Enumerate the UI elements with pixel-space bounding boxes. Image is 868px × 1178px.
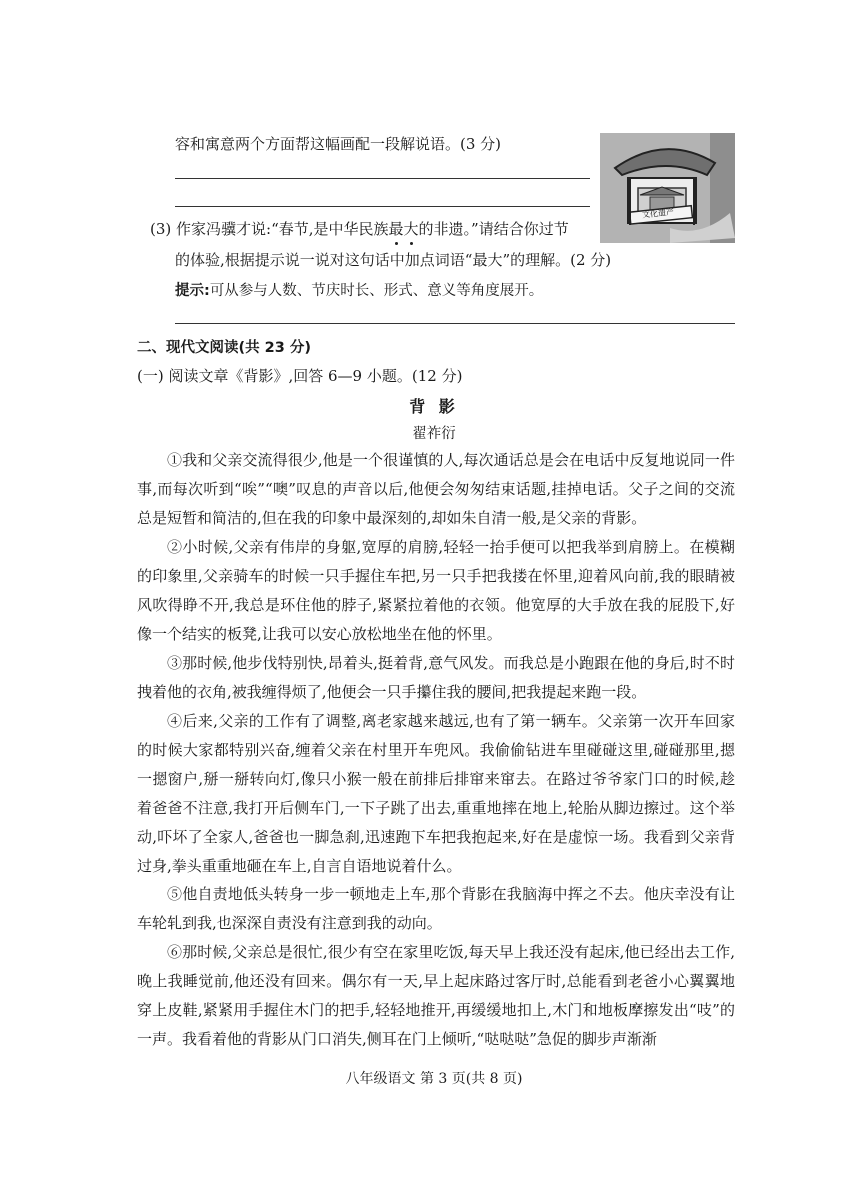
article-author: 翟祚衍 <box>412 426 456 442</box>
paragraph-5: ⑤他自责地低头转身一步一顿地走上车,那个背影在我脑海中挥之不去。他庆幸没有让车轮轧到我,也深深自责没有注意到我的动向。 <box>137 885 735 932</box>
page-footer: 八年级语文 第 3 页(共 8 页) <box>345 1071 523 1087</box>
emphasized-char: 最 <box>388 220 404 238</box>
answer-line <box>175 323 735 324</box>
article-title: 背 影 <box>409 397 459 416</box>
answer-line <box>175 178 590 179</box>
section-title: 二、现代文阅读(共 23 分) <box>137 340 312 356</box>
section-subtitle: (一) 阅读文章《背影》,回答 6—9 小题。(12 分) <box>137 367 463 385</box>
question-line: 容和寓意两个方面帮这幅画配一段解说语。(3 分) <box>175 135 502 153</box>
question-3-line1: (3) 作家冯骥才说:“春节,是中华民族最大的非遗。”请结合你过节 <box>150 220 569 238</box>
emphasized-char: 大 <box>403 220 419 238</box>
paragraph-4: ④后来,父亲的工作有了调整,离老家越来越远,也有了第一辆车。父亲第一次开车回家的时候大家都特别兴奋,缠着父亲在村里开车兜风。我偷偷钻进车里碰碰这里,碰碰那里,摁一摁窗户,掰一掰转向灯,像只小猴一般在前排后排窜来窜去。在路过爷爷家门口的时候,趁着爸爸不注意,我打开后侧车门,一下子跳了出去,重重地摔在地上,轮胎从脚边擦过。这个举动,吓坏了全家人,爸爸也一脚急刹,迅速跑下车把我抱起来,好在是虚惊一场。我看到父亲背过身,拳头重重地砸在车上,自言自语地说着什么。 <box>137 712 735 875</box>
question-3-line2: 的体验,根据提示说一说对这句话中加点词语“最大”的理解。(2 分) <box>175 251 612 269</box>
paragraph-6: ⑥那时候,父亲总是很忙,很少有空在家里吃饭,每天早上我还没有起床,他已经出去工作,晚上我睡觉前,他还没有回来。偶尔有一天,早上起床路过客厅时,总能看到老爸小心翼翼地穿上皮鞋,紧紧用手握住木门的把手,轻轻地推开,再缓缓地扣上,木门和地板摩擦发出“吱”的一声。我看着他的背影从门口消失,侧耳在门上倾听,“哒哒哒”急促的脚步声渐渐 <box>137 943 735 1048</box>
illustration-image <box>600 133 735 243</box>
heritage-kiosk-icon <box>600 133 735 243</box>
paragraph-3: ③那时候,他步伐特别快,昂着头,挺着背,意气风发。而我总是小跑跟在他的身后,时不时拽着他的衣角,被我缠得烦了,他便会一只手攥住我的腰间,把我提起来跑一段。 <box>137 654 735 701</box>
illustration-label: 文化遗产 <box>641 207 675 220</box>
paragraph-1: ①我和父亲交流得很少,他是一个很谨慎的人,每次通话总是会在电话中反复地说同一件事,而每次听到“唉”“噢”叹息的声音以后,他便会匆匆结束话题,挂掉电话。父子之间的交流总是短暂和简洁的,但在我的印象中最深刻的,却如朱自清一般,是父亲的背影。 <box>137 451 735 527</box>
paragraph-2: ②小时候,父亲有伟岸的身躯,宽厚的肩膀,轻轻一抬手便可以把我举到肩膀上。在模糊的印象里,父亲骑车的时候一只手握住车把,另一只手把我搂在怀里,迎着风向前,我的眼睛被风吹得睁不开,我总是环住他的脖子,紧紧拉着他的衣领。他宽厚的大手放在我的屁股下,好像一个结实的板凳,让我可以安心放松地坐在他的怀里。 <box>137 538 735 643</box>
hint-text: 提示:可从参与人数、节庆时长、形式、意义等角度展开。 <box>175 283 544 299</box>
answer-line <box>175 206 590 207</box>
